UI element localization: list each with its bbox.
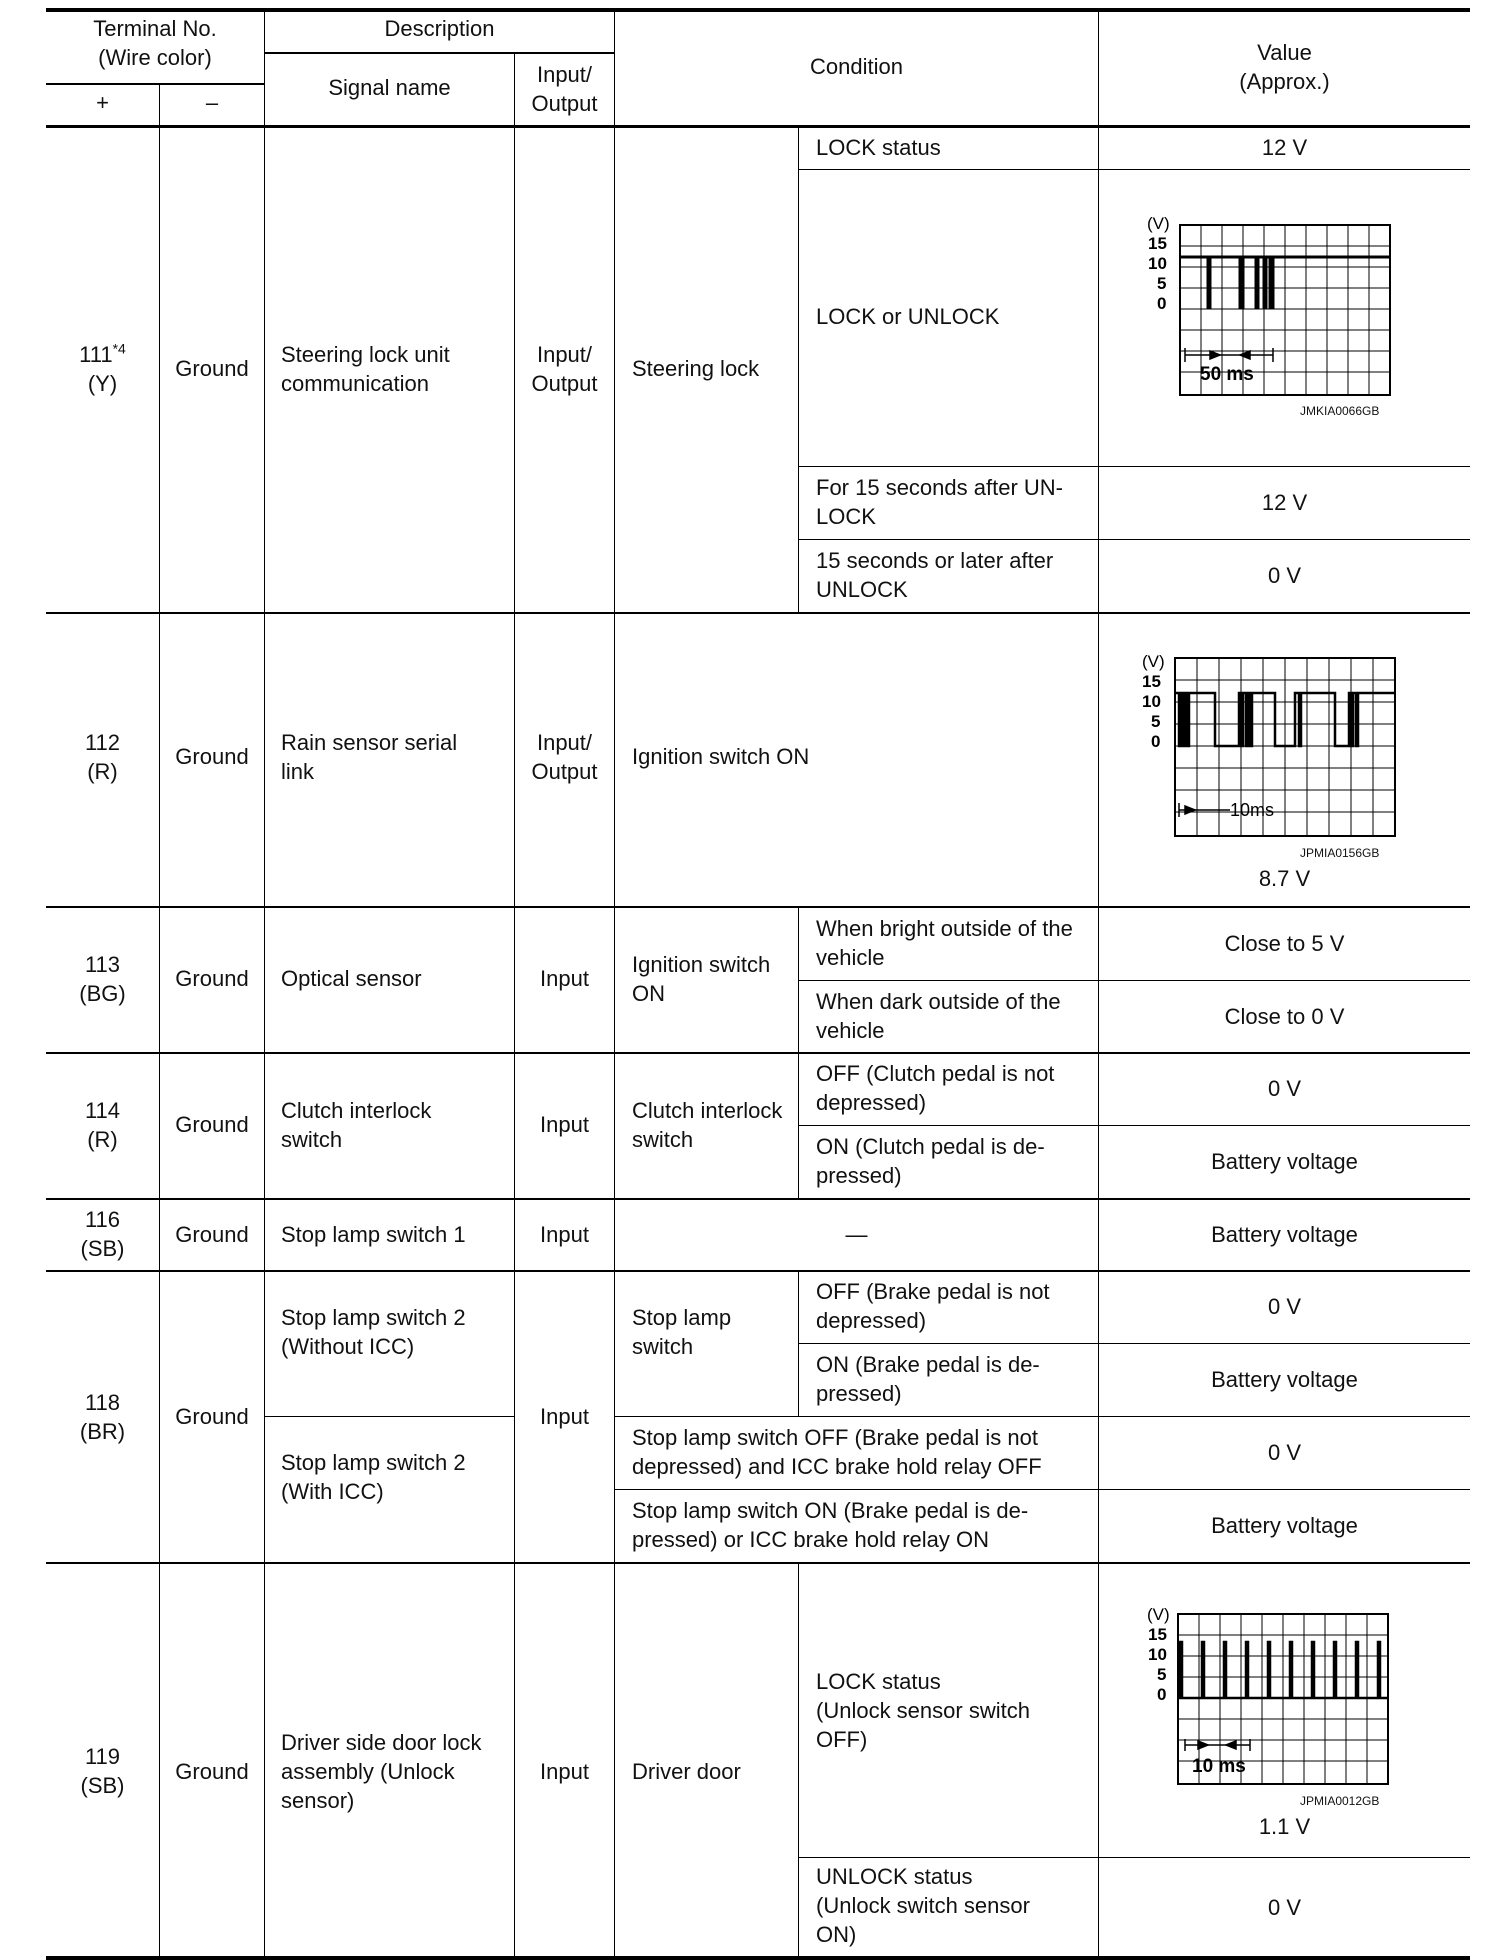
io-118: Input [540, 1404, 589, 1429]
wave-112-scale: 10ms [1230, 800, 1275, 820]
ground-111: Ground [175, 356, 249, 381]
condition-113: Ignition switch ON [632, 952, 771, 1006]
signal-114: Clutch interlock switch [281, 1098, 432, 1152]
signal-118-without-icc: Stop lamp switch 2 (Without ICC) [281, 1305, 466, 1359]
waveform-119 [1140, 1605, 1410, 1790]
signal-118-with-icc: Stop lamp switch 2 (With ICC) [281, 1450, 466, 1504]
terminal-112: 112 (R) [84, 730, 121, 784]
sub-cond-111-3: 15 seconds or later after UNLOCK [816, 548, 1054, 602]
sub-cond-113-0: When bright outside of the vehicle [816, 916, 1073, 970]
condition-116: — [845, 1222, 868, 1247]
sub-value-111-3: 0 V [1267, 563, 1302, 588]
condition-119: Driver door [632, 1759, 741, 1784]
ground-114: Ground [175, 1112, 249, 1137]
ground-113: Ground [175, 966, 249, 991]
terminal-111: 111$^{*4}$ (Y) [79, 340, 126, 396]
sub-cond-119-1: UNLOCK status (Unlock switch sensor ON) [816, 1864, 1030, 1947]
wave-111-tick-5: 5 [1157, 274, 1167, 293]
wave-119-tick-15: 15 [1148, 1625, 1167, 1644]
ground-118: Ground [175, 1404, 249, 1429]
condition-111: Steering lock [632, 356, 760, 381]
sub-cond-119-0: LOCK status (Unlock sensor switch OFF) [816, 1669, 1030, 1752]
wave-111-code: JMKIA0066GB [1300, 404, 1380, 418]
sub-cond-113-1: When dark outside of the vehicle [816, 989, 1061, 1043]
value-116: Battery voltage [1211, 1222, 1358, 1247]
wave-111-tick-10: 10 [1148, 254, 1167, 273]
wave-111-tick-0: 0 [1157, 294, 1167, 313]
waveform-111 [1140, 210, 1410, 400]
sub-cond-114-0: OFF (Clutch pedal is not depressed) [816, 1061, 1055, 1115]
terminal-119: 119 (SB) [80, 1744, 125, 1798]
header-terminal-no: Terminal No. (Wire color) [93, 16, 217, 70]
wave-112-unit: (V) [1142, 652, 1165, 671]
io-119: Input [540, 1759, 589, 1784]
header-signal-name: Signal name [328, 75, 451, 100]
wave-112-tick-15: 15 [1142, 672, 1161, 691]
header-description: Description [384, 16, 495, 41]
wave-112-code: JPMIA0156GB [1300, 846, 1380, 860]
header-plus: + [96, 90, 109, 115]
value-112: 8.7 V [1258, 866, 1311, 891]
sub-value-114-0: 0 V [1267, 1076, 1302, 1101]
io-111: Input/ Output [531, 342, 598, 396]
terminal-116: 116 (SB) [80, 1207, 125, 1261]
io-114: Input [540, 1112, 589, 1137]
sub-value-119-1: 0 V [1267, 1895, 1302, 1920]
sub-value-111-0: 12 V [1261, 135, 1308, 160]
signal-112: Rain sensor serial link [281, 730, 458, 784]
sub-cond-118-a1: ON (Brake pedal is de- pressed) [816, 1352, 1040, 1406]
sub-cond-118-b0: Stop lamp switch OFF (Brake pedal is not depressed) and ICC brake hold relay OFF [632, 1425, 1042, 1479]
signal-111: Steering lock unit communication [281, 342, 450, 396]
wave-111-scale: 50 ms [1200, 364, 1254, 385]
header-minus: – [205, 90, 219, 115]
wave-119-tick-10: 10 [1148, 1645, 1167, 1664]
wave-112-tick-5: 5 [1151, 712, 1161, 731]
terminal-118: 118 (BR) [79, 1390, 126, 1444]
ground-119: Ground [175, 1759, 249, 1784]
sub-cond-111-2: For 15 seconds after UN- LOCK [816, 475, 1063, 529]
sub-value-114-1: Battery voltage [1211, 1149, 1358, 1174]
signal-113: Optical sensor [281, 966, 422, 991]
terminal-114: 114 (R) [84, 1098, 121, 1152]
io-112: Input/ Output [531, 730, 598, 784]
wave-119-unit: (V) [1147, 1605, 1170, 1624]
waveform-112 [1135, 648, 1405, 843]
sub-cond-118-b1: Stop lamp switch ON (Brake pedal is de- pressed) or ICC brake hold relay ON [632, 1498, 1029, 1552]
io-113: Input [540, 966, 589, 991]
sub-value-118-a0: 0 V [1267, 1294, 1302, 1319]
wave-119-code: JPMIA0012GB [1300, 1794, 1380, 1808]
wave-112-tick-0: 0 [1151, 732, 1161, 751]
wave-111-tick-15: 15 [1148, 234, 1167, 253]
condition-114: Clutch interlock switch [632, 1098, 783, 1152]
sub-value-118-b1: Battery voltage [1211, 1513, 1358, 1538]
wave-119-scale: 10 ms [1192, 1756, 1246, 1777]
wave-111-unit: (V) [1147, 214, 1170, 233]
sub-value-119-0: 1.1 V [1258, 1814, 1311, 1839]
io-116: Input [540, 1222, 589, 1247]
condition-112: Ignition switch ON [632, 744, 810, 769]
header-condition: Condition [810, 54, 903, 79]
wave-119-tick-0: 0 [1157, 1685, 1167, 1704]
signal-119: Driver side door lock assembly (Unlock sensor) [281, 1730, 482, 1813]
wave-112-tick-10: 10 [1142, 692, 1161, 711]
wave-119-tick-5: 5 [1157, 1665, 1167, 1684]
sub-value-118-b0: 0 V [1267, 1440, 1302, 1465]
terminal-113: 113 (BG) [79, 952, 126, 1006]
sub-value-118-a1: Battery voltage [1211, 1367, 1358, 1392]
condition-118: Stop lamp switch [632, 1305, 732, 1359]
sub-cond-111-0: LOCK status [816, 135, 941, 160]
sub-cond-111-1: LOCK or UNLOCK [816, 304, 1000, 329]
sub-cond-118-a0: OFF (Brake pedal is not depressed) [816, 1279, 1050, 1333]
header-input-output: Input/ Output [531, 62, 598, 116]
signal-116: Stop lamp switch 1 [281, 1222, 466, 1247]
ground-112: Ground [175, 744, 249, 769]
sub-cond-114-1: ON (Clutch pedal is de- pressed) [816, 1134, 1045, 1188]
sub-value-113-1: Close to 0 V [1224, 1004, 1345, 1029]
sub-value-113-0: Close to 5 V [1224, 931, 1345, 956]
sub-value-111-2: 12 V [1261, 490, 1308, 515]
ground-116: Ground [175, 1222, 249, 1247]
header-value: Value (Approx.) [1239, 40, 1330, 94]
